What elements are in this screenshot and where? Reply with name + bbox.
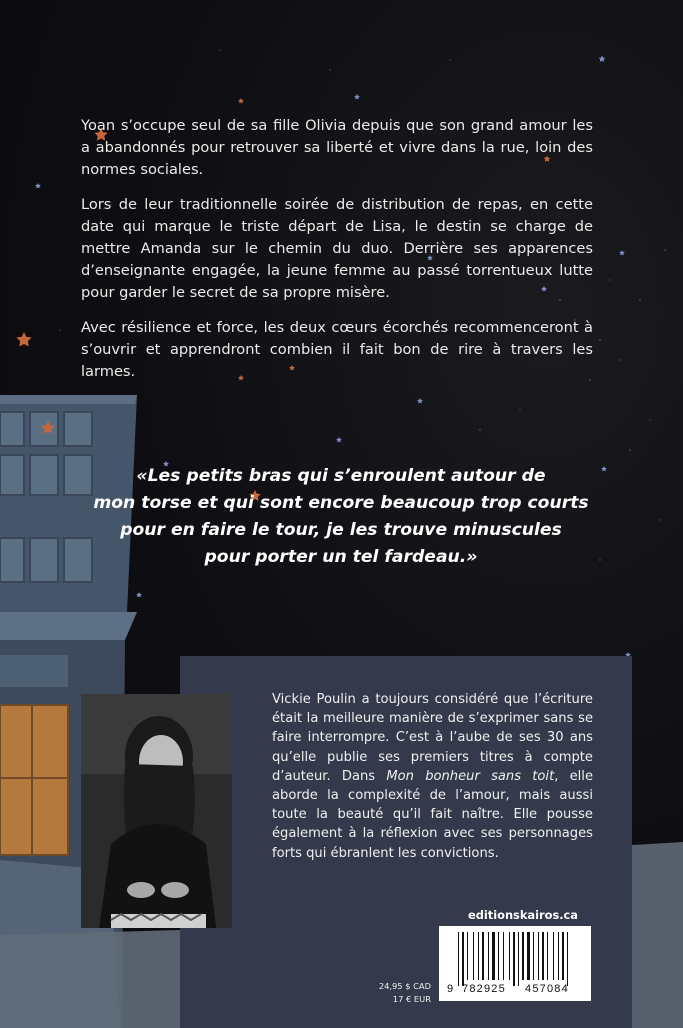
pull-quote	[90, 463, 592, 571]
star-icon	[599, 56, 606, 62]
isbn-barcode	[439, 926, 591, 1001]
barcode-bar	[458, 932, 459, 986]
isbn-group-1: 782925	[462, 983, 506, 995]
star-icon	[16, 332, 31, 346]
star-icon	[136, 592, 142, 597]
author-photo	[81, 694, 232, 928]
price-label	[350, 980, 431, 1005]
barcode-bar	[462, 932, 464, 986]
barcode-bar	[518, 932, 519, 986]
barcode-bar	[527, 932, 530, 980]
isbn-group-2: 457084	[525, 983, 569, 995]
quote-line-4: pour porter un tel fardeau.»	[204, 547, 478, 567]
barcode-bar	[513, 932, 515, 986]
barcode-bar	[542, 932, 544, 980]
barcode-bar	[558, 932, 559, 980]
barcode-bars	[439, 926, 591, 986]
star-icon	[35, 183, 41, 188]
quote-line-1: «Les petits bras qui s’enroulent autour de	[136, 466, 546, 486]
barcode-bar	[538, 932, 539, 980]
star-icon	[601, 466, 607, 471]
bio-book-title: Mon bonheur sans toit	[386, 768, 555, 784]
star-icon	[354, 94, 360, 99]
barcode-bar	[492, 932, 495, 980]
synopsis	[81, 115, 593, 395]
bio-text-start: Vickie Poulin a toujours considéré que l’écriture était la meilleure manière de s’exprimer sans se faire interrompre. C’est à l’aube de ses 30 ans qu’elle publie ses premiers titres à compte d’auteur. Dans	[272, 692, 593, 784]
barcode-bar	[503, 932, 504, 980]
barcode-bar	[473, 932, 474, 980]
barcode-bar	[467, 932, 468, 980]
synopsis-paragraph-2: Lors de leur traditionnelle soirée de distribution de repas, en cette date qui marque le triste départ de Lisa, le destin se charge de mettre Amanda sur le chemin du duo. Derrière ses apparences d’enseignante engagée, la jeune femme au passé torrentueux lutte pour garder le secret de sa propre misère.	[81, 195, 593, 302]
star-icon	[619, 250, 625, 255]
barcode-bar	[533, 932, 534, 980]
barcode-bar	[522, 932, 524, 980]
synopsis-paragraph-3: Avec résilience et force, les deux cœurs écorchés recommenceront à s’ouvrir et apprendront combien il fait bon de rire à travers les larmes.	[81, 318, 593, 381]
quote-line-2: mon torse et qui sont encore beaucoup trop courts	[93, 493, 589, 513]
publisher-website[interactable]: editionskairos.ca	[467, 908, 578, 922]
barcode-bar	[488, 932, 489, 980]
bio-text-end: , elle aborde la complexité de l’amour, mais aussi toute la beauté qu’il fait naître. Elle pousse également à la réflexion avec ses personnages forts qui ébranlent les convictions.	[272, 768, 594, 861]
star-icon	[417, 398, 423, 403]
quote-line-3: pour en faire le tour, je les trouve minuscules	[120, 520, 562, 540]
star-icon	[238, 98, 244, 103]
author-bio	[272, 690, 593, 863]
synopsis-paragraph-1: Yoan s’occupe seul de sa fille Olivia depuis que son grand amour les a abandonnés pour retrouver sa liberté et vivre dans la rue, loin des normes sociales.	[81, 117, 593, 179]
barcode-bar	[567, 932, 568, 986]
barcode-bar	[562, 932, 564, 980]
isbn-lead-digit: 9	[447, 983, 455, 995]
right-ground	[632, 842, 683, 1028]
barcode-bar	[509, 932, 510, 980]
price-cad: 24,95 $ CAD	[378, 981, 431, 991]
price-eur: 17 € EUR	[392, 993, 431, 1004]
barcode-bar	[553, 932, 554, 980]
barcode-bar	[482, 932, 484, 980]
barcode-bar	[478, 932, 479, 980]
barcode-bar	[498, 932, 499, 980]
star-icon	[336, 437, 342, 442]
barcode-bar	[547, 932, 548, 980]
